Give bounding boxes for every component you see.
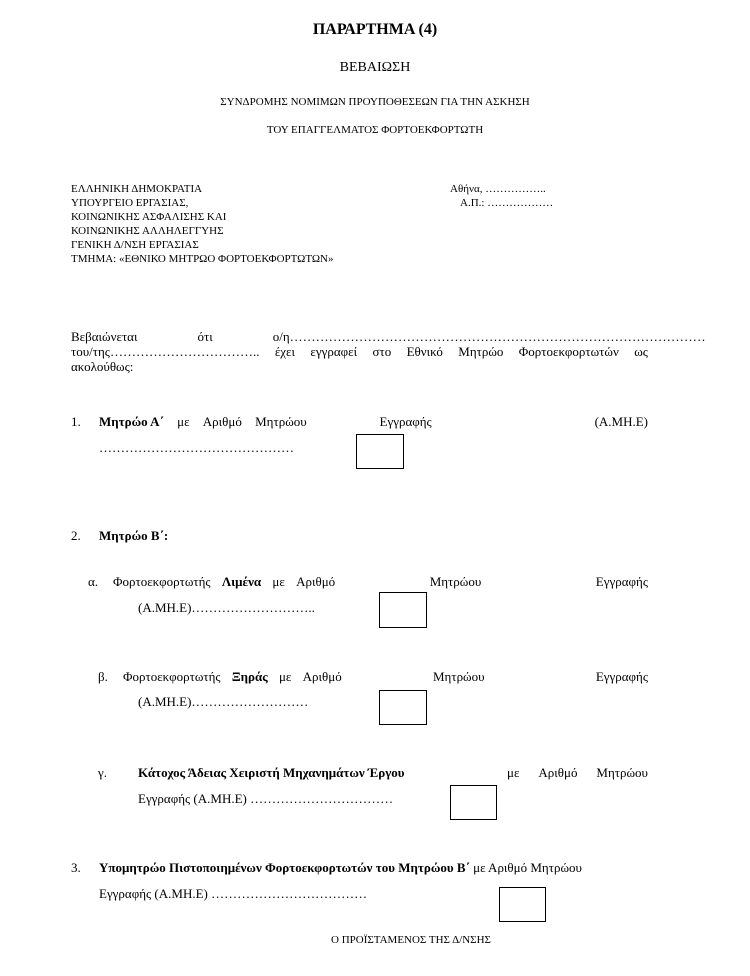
document-subtitle: ΒΕΒΑΙΩΣΗ <box>339 60 411 75</box>
document-title: ΠΑΡΑΡΤΗΜΑ (4) <box>312 21 438 38</box>
header-line-1: ΣΥΝΔΡΟΜΗΣ ΝΟΜΙΜΩΝ ΠΡΟΥΠΟΘΕΣΕΩΝ ΓΙΑ ΤΗΝ ΑΣΚΗΣΗ <box>220 96 530 108</box>
item-word: Αριθμό <box>302 669 342 684</box>
item-word: Αριθμό <box>538 765 578 780</box>
register-b-label: Μητρώο Β΄: <box>99 528 169 543</box>
certified-register-number-box[interactable] <box>499 887 546 922</box>
item-word: Αριθμό <box>296 574 336 589</box>
item-2a-label: α. <box>88 574 99 589</box>
intro-line-3: ακολούθως: <box>71 359 134 374</box>
intro-word: στο <box>372 344 392 359</box>
item-1-line <box>99 414 648 430</box>
authority-line: ΤΜΗΜΑ: «ΕΘΝΙΚΟ ΜΗΤΡΩΟ ΦΟΡΤΟΕΚΦΟΡΤΩΤΩΝ» <box>71 253 334 265</box>
item-word: Εγγραφής <box>595 574 648 589</box>
register-a-label: Μητρώο Α΄ <box>99 414 164 429</box>
item-word: Μητρώου <box>429 574 482 589</box>
item-word: με <box>507 765 520 780</box>
land-label: Ξηράς <box>231 669 268 684</box>
intro-word: εγγραφεί <box>310 344 358 359</box>
land-register-number-box[interactable] <box>379 690 427 725</box>
item-word: (Α.ΜΗ.Ε) <box>594 414 648 429</box>
item-word: με <box>278 669 292 684</box>
authority-line: ΚΟΙΝΩΝΙΚΗΣ ΑΛΛΗΛΕΓΓΥΗΣ <box>71 225 224 237</box>
place-date: Αθήνα, …………….. <box>450 183 546 195</box>
item-2b-line <box>123 669 648 685</box>
port-label: Λιμένα <box>221 574 262 589</box>
header-line-2: ΤΟΥ ΕΠΑΓΓΕΛΜΑΤΟΣ ΦΟΡΤΟΕΚΦΟΡΤΩΤΗ <box>266 124 484 136</box>
item-2c-label: γ. <box>98 765 107 780</box>
item-word: Μητρώου <box>596 765 648 780</box>
item-word: Φορτοεκφορτωτής <box>123 669 221 684</box>
intro-line-1 <box>71 329 706 345</box>
item-2-number: 2. <box>71 528 81 543</box>
operator-register-number-box[interactable] <box>450 785 497 820</box>
intro-word: ως <box>634 344 648 359</box>
intro-word: ο/η…………………………………………………………………………………… <box>272 329 706 344</box>
authority-line: ΚΟΙΝΩΝΙΚΗΣ ΑΣΦΑΛΙΣΗΣ ΚΑΙ <box>71 211 227 223</box>
intro-word: ότι <box>197 329 213 344</box>
protocol-number: Α.Π.: ……………… <box>460 197 554 209</box>
item-2a-amhe: (Α.ΜΗ.Ε)……………………….. <box>138 600 315 615</box>
item-3-line <box>99 860 582 876</box>
signature-title: Ο ΠΡΟΪΣΤΑΜΕΝΟΣ ΤΗΣ Δ/ΝΣΗΣ <box>331 934 491 946</box>
item-1-dots: ……………………………………… <box>99 440 294 455</box>
item-2c-amhe: Εγγραφής (Α.ΜΗ.Ε) …………………………… <box>138 791 394 806</box>
intro-word: του/της…………………………….. <box>71 344 260 359</box>
item-2a-line <box>113 574 648 590</box>
item-2b-amhe: (Α.ΜΗ.Ε)……………………… <box>138 694 309 709</box>
machinery-operator-label: Κάτοχος Άδειας Χειριστή Μηχανημάτων Έργου <box>138 765 405 780</box>
item-word: Μητρώου <box>432 669 485 684</box>
item-word: Εγγραφής <box>379 414 432 429</box>
item-2c-line <box>507 765 648 781</box>
intro-word: Βεβαιώνεται <box>71 329 138 344</box>
item-word: Αριθμό <box>202 414 242 429</box>
intro-word: έχει <box>274 344 296 359</box>
item-word: Φορτοεκφορτωτής <box>113 574 211 589</box>
item-word: με Αριθμό Μητρώου <box>473 860 582 875</box>
item-3-number: 3. <box>71 860 81 875</box>
item-word: με <box>177 414 190 429</box>
register-a-number-box[interactable] <box>356 434 404 469</box>
authority-line: ΥΠΟΥΡΓΕΙΟ ΕΡΓΑΣΙΑΣ, <box>71 197 189 209</box>
intro-line-2 <box>71 344 648 360</box>
item-1-number: 1. <box>71 414 81 429</box>
item-word: Μητρώου <box>255 414 307 429</box>
intro-word: Μητρώο <box>458 344 504 359</box>
authority-line: ΓΕΝΙΚΗ Δ/ΝΣΗ ΕΡΓΑΣΙΑΣ <box>71 239 199 251</box>
certified-subregister-label: Υπομητρώο Πιστοποιημένων Φορτοεκφορτωτών του Μητρώου Β΄ <box>99 860 470 875</box>
intro-word: Φορτοεκφορτωτών <box>518 344 619 359</box>
authority-line: ΕΛΛΗΝΙΚΗ ΔΗΜΟΚΡΑΤΙΑ <box>71 183 203 195</box>
item-2b-label: β. <box>98 669 108 684</box>
intro-word: Εθνικό <box>406 344 443 359</box>
item-3-amhe: Εγγραφής (Α.ΜΗ.Ε) ……………………………… <box>99 886 368 901</box>
port-register-number-box[interactable] <box>379 592 427 628</box>
item-word: με <box>272 574 285 589</box>
item-word: Εγγραφής <box>595 669 648 684</box>
